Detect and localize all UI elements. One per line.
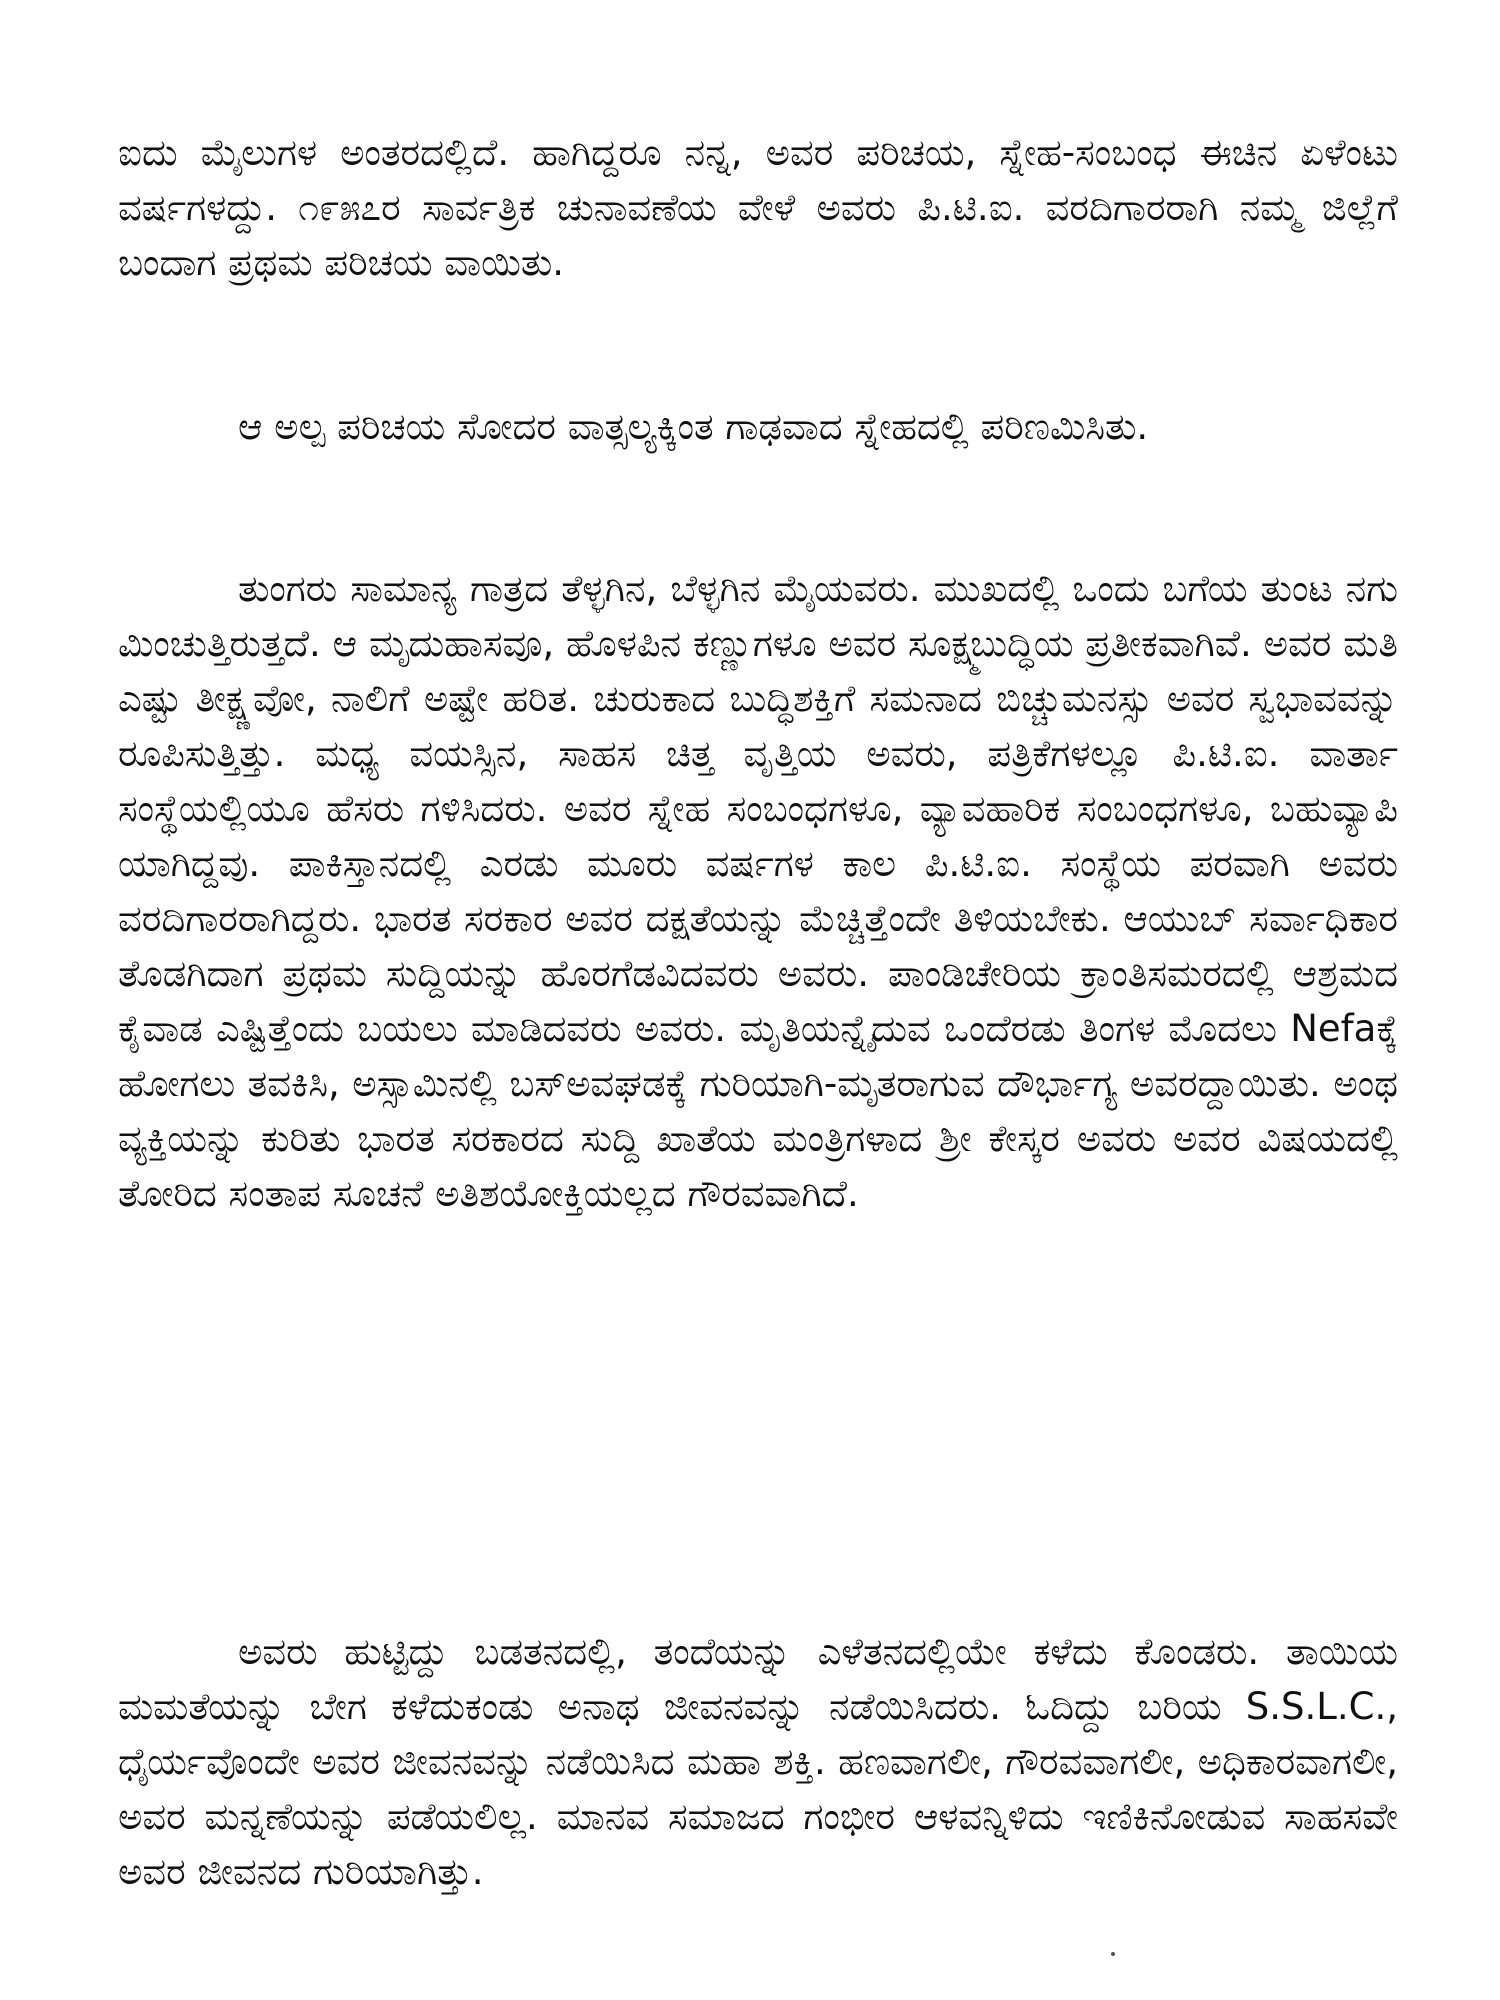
paragraph-1: ಐದು ಮೈಲುಗಳ ಅಂತರದಲ್ಲಿದೆ. ಹಾಗಿದ್ದರೂ ನನ್ನ, ಅವರ ಪರಿಚಯ, ಸ್ನೇಹ-ಸಂಬಂಧ ಈಚಿನ ಏಳೆಂಟು ವರ್ಷಗಳದ್ದು. ೧೯೫೭ರ ಸಾರ್ವತ್ರಿಕ ಚುನಾವಣೆಯ ವೇಳೆ ಅವರು ಪಿ.ಟಿ.ಐ. ವರದಿಗಾರರಾಗಿ ನಮ್ಮ ಜಿಲ್ಲೆಗೆ ಬಂದಾಗ ಪ್ರಥಮ ಪರಿಚಯ ವಾಯಿತು. xyxy=(118,131,1398,284)
paragraph-2: ಆ ಅಲ್ಪ ಪರಿಚಯ ಸೋದರ ವಾತ್ಸಲ್ಯಕ್ಕಿಂತ ಗಾಢವಾದ ಸ್ನೇಹದಲ್ಲಿ ಪರಿಣಮಿಸಿತು. xyxy=(238,405,1149,448)
scan-speck xyxy=(1111,1952,1115,1956)
paragraph-3: ತುಂಗರು ಸಾಮಾನ್ಯ ಗಾತ್ರದ ತೆಳ್ಳಗಿನ, ಬೆಳ್ಳಗಿನ ಮೈಯವರು. ಮುಖದಲ್ಲಿ ಒಂದು ಬಗೆಯ ತುಂಟ ನಗು ಮಿಂಚುತ್ತಿರುತ್ತದೆ. ಆ ಮೃದುಹಾಸವೂ, ಹೊಳಪಿನ ಕಣ್ಣುಗಳೂ ಅವರ ಸೂಕ್ಷ್ಮಬುದ್ಧಿಯ ಪ್ರತೀಕವಾಗಿವೆ. ಅವರ ಮತಿ ಎಷ್ಟು ತೀಕ್ಷ್ಣವೋ, ನಾಲಿಗೆ ಅಷ್ಟೇ ಹರಿತ. ಚುರುಕಾದ ಬುದ್ಧಿಶಕ್ತಿಗೆ ಸಮನಾದ ಬಿಚ್ಚುಮನಸ್ಸು ಅವರ ಸ್ವಭಾವವನ್ನು ರೂಪಿಸುತ್ತಿತ್ತು. ಮಧ್ಯ ವಯಸ್ಸಿನ, ಸಾಹಸ ಚಿತ್ತ ವೃತ್ತಿಯ ಅವರು, ಪತ್ರಿಕೆಗಳಲ್ಲೂ ಪಿ.ಟಿ.ಐ. ವಾರ್ತಾ ಸಂಸ್ಥೆಯಲ್ಲಿಯೂ ಹೆಸರು ಗಳಿಸಿದರು. ಅವರ ಸ್ನೇಹ ಸಂಬಂಧಗಳೂ, ವ್ಯಾವಹಾರಿಕ ಸಂಬಂಧಗಳೂ, ಬಹುವ್ಯಾಪಿ ಯಾಗಿದ್ದವು. ಪಾಕಿಸ್ತಾನದಲ್ಲಿ ಎರಡು ಮೂರು ವರ್ಷಗಳ ಕಾಲ ಪಿ.ಟಿ.ಐ. ಸಂಸ್ಥೆಯ ಪರವಾಗಿ ಅವರು ವರದಿಗಾರರಾಗಿದ್ದರು. ಭಾರತ ಸರಕಾರ ಅವರ ದಕ್ಷತೆಯನ್ನು ಮೆಚ್ಚಿತ್ತೆಂದೇ ತಿಳಿಯಬೇಕು. ಆಯುಬ್ ಸರ್ವಾಧಿಕಾರ ತೊಡಗಿದಾಗ ಪ್ರಥಮ ಸುದ್ದಿಯನ್ನು ಹೊರಗೆಡವಿದವರು ಅವರು. ಪಾಂಡಿಚೇರಿಯ ಕ್ರಾಂತಿಸಮರದಲ್ಲಿ ಆಶ್ರಮದ ಕೈವಾಡ ಎಷ್ಟಿತ್ತೆಂದು ಬಯಲು ಮಾಡಿದವರು ಅವರು. ಮೃತಿಯನ್ನೈದುವ ಒಂದೆರಡು ತಿಂಗಳ ಮೊದಲು Nefaಕ್ಕೆ ಹೋಗಲು ತವಕಿಸಿ, ಅಸ್ಸಾಮಿನಲ್ಲಿ ಬಸ್‌ಅವಘಡಕ್ಕೆ ಗುರಿಯಾಗಿ-ಮೃತರಾಗುವ ದೌರ್ಭಾಗ್ಯ ಅವರದ್ದಾಯಿತು. ಅಂಥ ವ್ಯಕ್ತಿಯನ್ನು ಕುರಿತು ಭಾರತ ಸರಕಾರದ ಸುದ್ದಿ ಖಾತೆಯ ಮಂತ್ರಿಗಳಾದ ಶ್ರೀ ಕೇಸ್ಕರ ಅವರು ಅವರ ವಿಷಯದಲ್ಲಿ ತೋರಿದ ಸಂತಾಪ ಸೂಚನೆ ಅತಿಶಯೋಕ್ತಿಯಲ್ಲದ ಗೌರವವಾಗಿದೆ. xyxy=(118,567,1398,1215)
paragraph-4: ಅವರು ಹುಟ್ಟಿದ್ದು ಬಡತನದಲ್ಲಿ, ತಂದೆಯನ್ನು ಎಳೆತನದಲ್ಲಿಯೇ ಕಳೆದು ಕೊಂಡರು. ತಾಯಿಯ ಮಮತೆಯನ್ನು ಬೇಗ ಕಳೆದುಕಂಡು ಅನಾಥ ಜೀವನವನ್ನು ನಡೆಯಿಸಿದರು. ಓದಿದ್ದು ಬರಿಯ S.S.L.C., ಧೈರ್ಯವೊಂದೇ ಅವರ ಜೀವನವನ್ನು ನಡೆಯಿಸಿದ ಮಹಾ ಶಕ್ತಿ. ಹಣವಾಗಲೀ, ಗೌರವವಾಗಲೀ, ಅಧಿಕಾರವಾಗಲೀ, ಅವರ ಮನ್ನಣೆಯನ್ನು ಪಡೆಯಲಿಲ್ಲ. ಮಾನವ ಸಮಾಜದ ಗಂಭೀರ ಆಳವನ್ನಿಳಿದು ಇಣಿಕಿನೋಡುವ ಸಾಹಸವೇ ಅವರ ಜೀವನದ ಗುರಿಯಾಗಿತ್ತು. xyxy=(118,1630,1398,1893)
